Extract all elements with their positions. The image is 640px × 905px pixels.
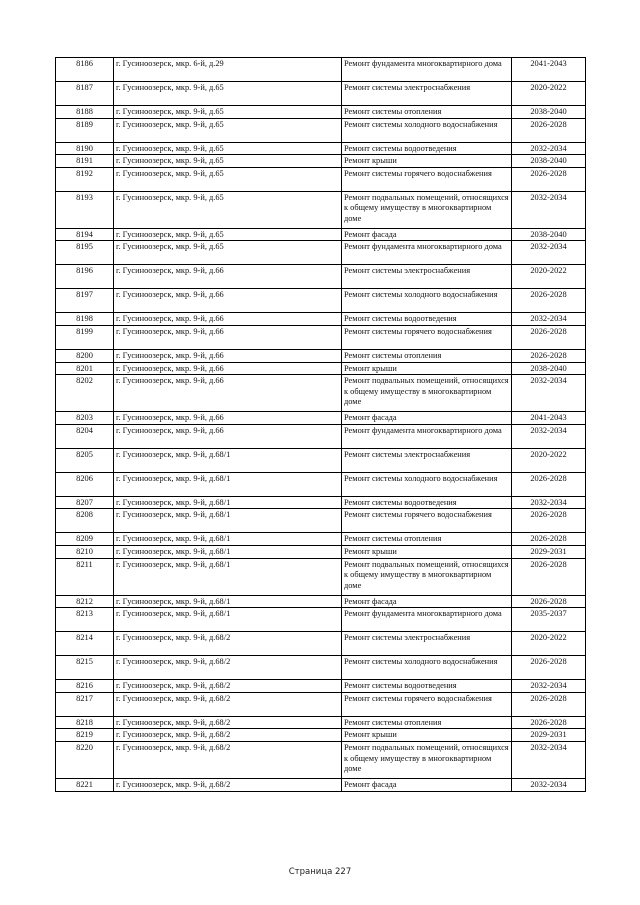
address-cell: г. Гусиноозерск, мкр. 9-й, д.68/1	[114, 448, 342, 472]
work-type-cell: Ремонт системы отопления	[342, 716, 512, 729]
row-number-cell: 8211	[56, 558, 114, 595]
address-cell: г. Гусиноозерск, мкр. 9-й, д.68/1	[114, 558, 342, 595]
row-number-cell: 8210	[56, 545, 114, 558]
address-cell: г. Гусиноозерск, мкр. 9-й, д.66	[114, 265, 342, 289]
period-cell: 2026-2028	[512, 325, 586, 349]
work-type-cell: Ремонт подвальных помещений, относящихся к общему имуществу в многоквартирном доме	[342, 558, 512, 595]
period-cell: 2032-2034	[512, 424, 586, 448]
work-type-cell: Ремонт крыши	[342, 729, 512, 742]
address-cell: г. Гусиноозерск, мкр. 9-й, д.65	[114, 82, 342, 106]
row-number-cell: 8203	[56, 412, 114, 425]
row-number-cell: 8216	[56, 680, 114, 693]
address-cell: г. Гусиноозерск, мкр. 9-й, д.66	[114, 412, 342, 425]
work-type-cell: Ремонт подвальных помещений, относящихся к общему имуществу в многоквартирном доме	[342, 375, 512, 412]
period-cell: 2029-2031	[512, 729, 586, 742]
period-cell: 2032-2034	[512, 313, 586, 326]
table-row	[56, 362, 586, 375]
work-type-cell: Ремонт фундамента многоквартирного дома	[342, 58, 512, 82]
address-cell: г. Гусиноозерск, мкр. 9-й, д.68/1	[114, 496, 342, 509]
work-type-cell: Ремонт фасада	[342, 595, 512, 608]
work-type-cell: Ремонт системы электроснабжения	[342, 632, 512, 656]
table-row	[56, 509, 586, 533]
table-row	[56, 632, 586, 656]
period-cell: 2026-2028	[512, 692, 586, 716]
period-cell: 2035-2037	[512, 608, 586, 632]
period-cell: 2026-2028	[512, 716, 586, 729]
table-row	[56, 313, 586, 326]
row-number-cell: 8195	[56, 241, 114, 265]
period-cell: 2041-2043	[512, 412, 586, 425]
row-number-cell: 8207	[56, 496, 114, 509]
period-cell: 2026-2028	[512, 289, 586, 313]
work-type-cell: Ремонт системы отопления	[342, 349, 512, 362]
work-type-cell: Ремонт системы горячего водоснабжения	[342, 509, 512, 533]
period-cell: 2032-2034	[512, 142, 586, 155]
work-type-cell: Ремонт фасада	[342, 412, 512, 425]
table-row	[56, 608, 586, 632]
table-row	[56, 741, 586, 778]
period-cell: 2032-2034	[512, 778, 586, 791]
row-number-cell: 8202	[56, 375, 114, 412]
work-type-cell: Ремонт системы электроснабжения	[342, 448, 512, 472]
work-type-cell: Ремонт крыши	[342, 362, 512, 375]
period-cell: 2038-2040	[512, 155, 586, 168]
work-type-cell: Ремонт системы холодного водоснабжения	[342, 289, 512, 313]
table-row	[56, 778, 586, 791]
table-row	[56, 692, 586, 716]
address-cell: г. Гусиноозерск, мкр. 9-й, д.68/2	[114, 680, 342, 693]
period-cell: 2032-2034	[512, 741, 586, 778]
repair-schedule-body	[56, 58, 586, 792]
period-cell: 2020-2022	[512, 448, 586, 472]
repair-schedule-table	[55, 57, 586, 792]
address-cell: г. Гусиноозерск, мкр. 9-й, д.68/2	[114, 716, 342, 729]
work-type-cell: Ремонт системы водоотведения	[342, 680, 512, 693]
address-cell: г. Гусиноозерск, мкр. 9-й, д.66	[114, 325, 342, 349]
period-cell: 2026-2028	[512, 118, 586, 142]
table-row	[56, 228, 586, 241]
row-number-cell: 8194	[56, 228, 114, 241]
address-cell: г. Гусиноозерск, мкр. 9-й, д.68/2	[114, 778, 342, 791]
address-cell: г. Гусиноозерск, мкр. 9-й, д.66	[114, 362, 342, 375]
row-number-cell: 8193	[56, 191, 114, 228]
period-cell: 2026-2028	[512, 656, 586, 680]
work-type-cell: Ремонт крыши	[342, 545, 512, 558]
address-cell: г. Гусиноозерск, мкр. 9-й, д.68/1	[114, 595, 342, 608]
row-number-cell: 8209	[56, 533, 114, 546]
table-row	[56, 656, 586, 680]
address-cell: г. Гусиноозерск, мкр. 9-й, д.66	[114, 313, 342, 326]
address-cell: г. Гусиноозерск, мкр. 9-й, д.66	[114, 375, 342, 412]
work-type-cell: Ремонт системы горячего водоснабжения	[342, 325, 512, 349]
row-number-cell: 8197	[56, 289, 114, 313]
period-cell: 2029-2031	[512, 545, 586, 558]
work-type-cell: Ремонт системы электроснабжения	[342, 82, 512, 106]
table-row	[56, 680, 586, 693]
row-number-cell: 8217	[56, 692, 114, 716]
row-number-cell: 8189	[56, 118, 114, 142]
work-type-cell: Ремонт системы холодного водоснабжения	[342, 118, 512, 142]
row-number-cell: 8191	[56, 155, 114, 168]
period-cell: 2020-2022	[512, 632, 586, 656]
work-type-cell: Ремонт фасада	[342, 228, 512, 241]
work-type-cell: Ремонт системы водоотведения	[342, 142, 512, 155]
row-number-cell: 8206	[56, 472, 114, 496]
table-row	[56, 58, 586, 82]
period-cell: 2038-2040	[512, 106, 586, 119]
period-cell: 2032-2034	[512, 375, 586, 412]
work-type-cell: Ремонт системы электроснабжения	[342, 265, 512, 289]
row-number-cell: 8215	[56, 656, 114, 680]
period-cell: 2020-2022	[512, 265, 586, 289]
address-cell: г. Гусиноозерск, мкр. 9-й, д.65	[114, 167, 342, 191]
work-type-cell: Ремонт крыши	[342, 155, 512, 168]
table-row	[56, 82, 586, 106]
address-cell: г. Гусиноозерск, мкр. 9-й, д.65	[114, 106, 342, 119]
period-cell: 2032-2034	[512, 496, 586, 509]
table-row	[56, 191, 586, 228]
work-type-cell: Ремонт фундамента многоквартирного дома	[342, 608, 512, 632]
period-cell: 2041-2043	[512, 58, 586, 82]
period-cell: 2032-2034	[512, 680, 586, 693]
table-row	[56, 412, 586, 425]
work-type-cell: Ремонт системы горячего водоснабжения	[342, 692, 512, 716]
address-cell: г. Гусиноозерск, мкр. 9-й, д.68/1	[114, 472, 342, 496]
address-cell: г. Гусиноозерск, мкр. 9-й, д.68/2	[114, 656, 342, 680]
table-row	[56, 142, 586, 155]
table-row	[56, 265, 586, 289]
row-number-cell: 8186	[56, 58, 114, 82]
table-row	[56, 375, 586, 412]
period-cell: 2026-2028	[512, 472, 586, 496]
period-cell: 2026-2028	[512, 595, 586, 608]
period-cell: 2026-2028	[512, 167, 586, 191]
row-number-cell: 8218	[56, 716, 114, 729]
table-row	[56, 241, 586, 265]
table-row	[56, 118, 586, 142]
address-cell: г. Гусиноозерск, мкр. 9-й, д.65	[114, 191, 342, 228]
address-cell: г. Гусиноозерск, мкр. 9-й, д.65	[114, 241, 342, 265]
row-number-cell: 8201	[56, 362, 114, 375]
row-number-cell: 8221	[56, 778, 114, 791]
period-cell: 2020-2022	[512, 82, 586, 106]
row-number-cell: 8204	[56, 424, 114, 448]
period-cell: 2026-2028	[512, 558, 586, 595]
period-cell: 2026-2028	[512, 533, 586, 546]
address-cell: г. Гусиноозерск, мкр. 9-й, д.68/1	[114, 533, 342, 546]
address-cell: г. Гусиноозерск, мкр. 9-й, д.65	[114, 155, 342, 168]
table-row	[56, 595, 586, 608]
table-row	[56, 448, 586, 472]
table-row	[56, 729, 586, 742]
table-row	[56, 496, 586, 509]
work-type-cell: Ремонт системы отопления	[342, 106, 512, 119]
row-number-cell: 8190	[56, 142, 114, 155]
work-type-cell: Ремонт системы отопления	[342, 533, 512, 546]
table-row	[56, 167, 586, 191]
row-number-cell: 8200	[56, 349, 114, 362]
address-cell: г. Гусиноозерск, мкр. 9-й, д.68/2	[114, 632, 342, 656]
row-number-cell: 8214	[56, 632, 114, 656]
work-type-cell: Ремонт системы холодного водоснабжения	[342, 656, 512, 680]
row-number-cell: 8212	[56, 595, 114, 608]
row-number-cell: 8219	[56, 729, 114, 742]
work-type-cell: Ремонт фасада	[342, 778, 512, 791]
work-type-cell: Ремонт системы водоотведения	[342, 496, 512, 509]
row-number-cell: 8196	[56, 265, 114, 289]
work-type-cell: Ремонт фундамента многоквартирного дома	[342, 424, 512, 448]
table-row	[56, 155, 586, 168]
row-number-cell: 8187	[56, 82, 114, 106]
period-cell: 2026-2028	[512, 509, 586, 533]
table-row	[56, 558, 586, 595]
table-row	[56, 472, 586, 496]
row-number-cell: 8213	[56, 608, 114, 632]
row-number-cell: 8199	[56, 325, 114, 349]
address-cell: г. Гусиноозерск, мкр. 9-й, д.65	[114, 142, 342, 155]
work-type-cell: Ремонт фундамента многоквартирного дома	[342, 241, 512, 265]
address-cell: г. Гусиноозерск, мкр. 9-й, д.68/1	[114, 608, 342, 632]
period-cell: 2038-2040	[512, 362, 586, 375]
period-cell: 2032-2034	[512, 241, 586, 265]
work-type-cell: Ремонт подвальных помещений, относящихся к общему имуществу в многоквартирном доме	[342, 191, 512, 228]
work-type-cell: Ремонт системы водоотведения	[342, 313, 512, 326]
address-cell: г. Гусиноозерск, мкр. 9-й, д.68/1	[114, 545, 342, 558]
address-cell: г. Гусиноозерск, мкр. 9-й, д.65	[114, 228, 342, 241]
period-cell: 2032-2034	[512, 191, 586, 228]
work-type-cell: Ремонт системы горячего водоснабжения	[342, 167, 512, 191]
address-cell: г. Гусиноозерск, мкр. 6-й, д.29	[114, 58, 342, 82]
table-row	[56, 325, 586, 349]
row-number-cell: 8220	[56, 741, 114, 778]
address-cell: г. Гусиноозерск, мкр. 9-й, д.68/2	[114, 692, 342, 716]
page-number: Страница 227	[288, 867, 352, 877]
table-row	[56, 533, 586, 546]
period-cell: 2038-2040	[512, 228, 586, 241]
table-row	[56, 106, 586, 119]
table-row	[56, 545, 586, 558]
work-type-cell: Ремонт системы холодного водоснабжения	[342, 472, 512, 496]
address-cell: г. Гусиноозерск, мкр. 9-й, д.68/2	[114, 729, 342, 742]
table-row	[56, 349, 586, 362]
table-row	[56, 289, 586, 313]
address-cell: г. Гусиноозерск, мкр. 9-й, д.66	[114, 349, 342, 362]
row-number-cell: 8205	[56, 448, 114, 472]
address-cell: г. Гусиноозерск, мкр. 9-й, д.66	[114, 424, 342, 448]
address-cell: г. Гусиноозерск, мкр. 9-й, д.68/2	[114, 741, 342, 778]
address-cell: г. Гусиноозерск, мкр. 9-й, д.68/1	[114, 509, 342, 533]
address-cell: г. Гусиноозерск, мкр. 9-й, д.66	[114, 289, 342, 313]
row-number-cell: 8208	[56, 509, 114, 533]
table-row	[56, 424, 586, 448]
address-cell: г. Гусиноозерск, мкр. 9-й, д.65	[114, 118, 342, 142]
row-number-cell: 8188	[56, 106, 114, 119]
row-number-cell: 8198	[56, 313, 114, 326]
table-row	[56, 716, 586, 729]
period-cell: 2026-2028	[512, 349, 586, 362]
work-type-cell: Ремонт подвальных помещений, относящихся к общему имуществу в многоквартирном доме	[342, 741, 512, 778]
row-number-cell: 8192	[56, 167, 114, 191]
